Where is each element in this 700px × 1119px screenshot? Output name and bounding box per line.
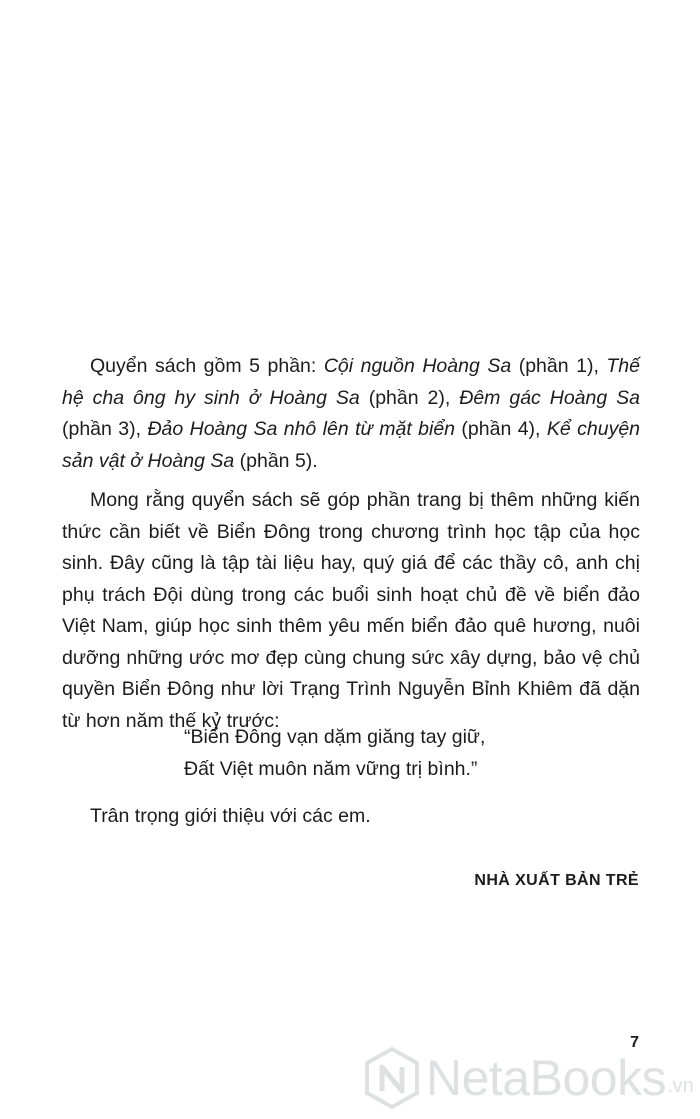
watermark (364, 1043, 694, 1113)
part-title: Đêm gác Hoàng Sa (459, 386, 640, 409)
paragraph-text: (phần 1), (511, 355, 607, 377)
paragraph-text: Quyển sách gồm 5 phần: (90, 355, 324, 377)
watermark-suffix: .vn (667, 1075, 694, 1097)
part-title: Đảo Hoàng Sa nhô lên từ mặt biển (147, 418, 456, 440)
part-title: Cội nguồn Hoàng Sa (323, 355, 512, 377)
watermark-brand: NetaBooks (426, 1050, 667, 1106)
netabooks-logo-icon (364, 1047, 420, 1109)
part-title: Thế hệ cha ông hy sinh ở Hoàng Sa (62, 355, 640, 409)
paragraph-purpose: Mong rằng quyển sách sẽ góp phần trang bị thêm những kiến thức cần biết về Biển Đông trong chương trình học tập của học sinh. Đây cũng là tập tài liệu hay, quý giá để các thầy cô, anh chị phụ trách Đội dùng trong các buổi sinh hoạt chủ đề về biển đảo Việt Nam, giúp học sinh thêm yêu mến biển đảo quê hương, nuôi dưỡng những ước mơ đẹp cùng chung sức xây dựng, bảo vệ chủ quyền Biển Đông như lời Trạng Trình Nguyễn Bỉnh Khiêm đã dặn từ hơn năm thế kỷ trước: (62, 489, 640, 732)
closing-line: Trân trọng giới thiệu với các em. (90, 805, 371, 827)
paragraph-book-parts (62, 351, 640, 477)
publisher-signature: NHÀ XUẤT BẢN TRẺ (474, 872, 639, 889)
paragraph-text: (phần 2), (359, 386, 460, 409)
part-title: Kể chuyện sản vật ở Hoàng Sa (62, 418, 641, 472)
quote-line-1: “Biển Đông vạn dặm giăng tay giữ, (184, 726, 486, 748)
quote-line-2: Đất Việt muôn năm vững trị bình.” (184, 757, 478, 780)
poem-quote (184, 722, 624, 785)
paragraph-text: (phần 4), (455, 418, 547, 440)
paragraph-text: (phần 3), (62, 418, 148, 440)
paragraph-text: (phần 5). (234, 449, 318, 472)
page-number: 7 (630, 1034, 639, 1051)
body-text (62, 351, 640, 745)
